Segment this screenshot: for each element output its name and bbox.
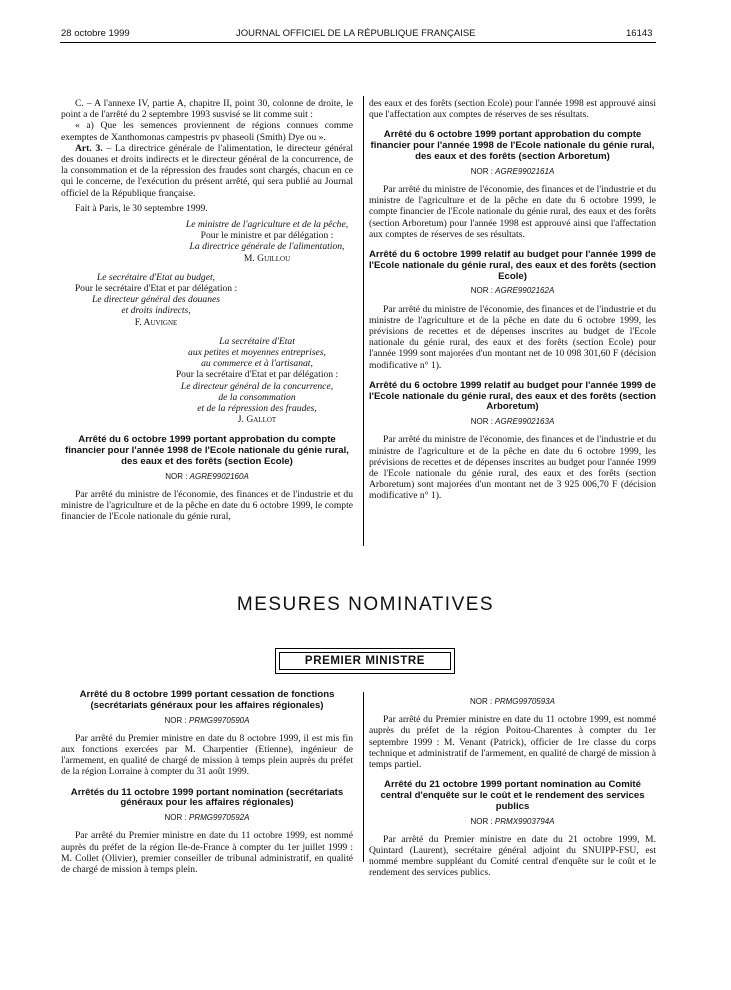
nor-reference: [61, 812, 353, 823]
signature-line: La secrétaire d'Etat: [219, 335, 295, 347]
section-heading: MESURES NOMINATIVES: [236, 594, 495, 615]
nor-reference: [369, 285, 656, 296]
signature-block: [161, 336, 353, 426]
paragraph: Par arrêté du ministre de l'économie, des finances et de l'industrie et du ministre de l'agriculture et de la pêche en date du 6 octobre 1999, les prévisions de recettes et de dépenses inscrites au budget pour l'année 1999 de l'Ecole nationale du génie rural, des eaux et des forêts (section Arboretum) sont majorées d'un montant net de 3 925 006,70 F (décision modificative n° 1).: [369, 434, 656, 502]
paragraph: Par arrêté du Premier ministre en date du 21 octobre 1999, M. Quintard (Laurent), secrétaire général adjoint du SNUIPP-FSU, est nommé membre suppléant du Comité central d'enquête sur le coût et le rendement des services publics.: [369, 833, 656, 879]
nor-code: AGRE9902163A: [495, 417, 555, 427]
nor-code: PRMG9970592A: [188, 813, 250, 823]
paragraph: Par arrêté du ministre de l'économie, des finances et de l'industrie et du ministre de l'agriculture et de la pêche en date du 6 octobre 1999, le compte financier de l'Ecole nationale du génie rural, des eaux et des forêts (section Arboretum) pour l'année 1998 est approuvé ainsi que l'affectation aux comptes de réserves de ses résultats.: [369, 184, 656, 240]
nor-label: NOR :: [470, 697, 495, 706]
article-label: Art. 3.: [75, 142, 103, 154]
nor-code: PRMG9970590A: [188, 715, 250, 725]
signature-line: Pour le ministre et par délégation :: [200, 230, 334, 242]
signature-block: [61, 272, 251, 328]
signature-line: Le directeur général de la concurrence,: [180, 380, 334, 392]
arrete-title: Arrêté du 6 octobre 1999 relatif au budget pour l'année 1999 de l'Ecole nationale du génie rural, des eaux et des forêts (section Arboretum): [369, 379, 656, 413]
signatory-name: J. Gallot: [237, 414, 277, 426]
nor-code: AGRE9902161A: [495, 166, 555, 176]
bottom-right-column: [369, 696, 656, 879]
fait-line: Fait à Paris, le 30 septembre 1999.: [75, 202, 208, 214]
nor-reference: [369, 816, 656, 827]
article-text: – La directrice générale de l'alimentation, le directeur général des douanes et droits indirects et le directeur général de la concurrence, de la consommation et de la répression des fraudes sont chargés, chacun en ce qui le concerne, de l'exécution du présent arrêté, qui sera publié au Journal officiel de la République française.: [61, 142, 354, 199]
paragraph: Par arrêté du Premier ministre en date du 11 octobre 1999, est nommé auprès du préfet de la région Ile-de-France à compter du 1er juillet 1999 : M. Collet (Olivier), premier conseiller de tribunal administratif, en qualité de chargé de mission à temps plein.: [61, 830, 353, 876]
signature-line: et de la répression des fraudes,: [197, 403, 317, 415]
signature-line: et droits indirects,: [121, 305, 191, 317]
arrete-title: Arrêté du 21 octobre 1999 portant nomination au Comité central d'enquête sur le coût et le rendement des services publics: [380, 779, 645, 812]
journal-title: JOURNAL OFFICIEL DE LA RÉPUBLIQUE FRANÇAISE: [236, 28, 476, 39]
nor-label: NOR :: [164, 813, 189, 823]
signature-line: Pour la secrétaire d'Etat et par délégation :: [175, 369, 339, 381]
nor-label: NOR :: [165, 471, 190, 481]
arrete-title: Arrêtés du 11 octobre 1999 portant nomination (secrétariats généraux pour les affaires régionales): [70, 786, 344, 809]
signature-line: Le ministre de l'agriculture et de la pêche,: [185, 219, 349, 231]
paragraph: Par arrêté du ministre de l'économie, des finances et de l'industrie et du ministre de l'agriculture et de la pêche en date du 6 octobre 1999, les prévisions de recettes et de dépenses inscrites au budget de l'Ecole nationale du génie rural, des eaux et des forêts (section Ecole) pour l'année 1999 sont majorées d'un montant net de 10 098 301,60 F (décision modificative n° 1).: [369, 303, 656, 371]
paragraph: Par arrêté du Premier ministre en date du 8 octobre 1999, il est mis fin aux fonctions exercées par M. Charpentier (Etienne), ingénieur de l'armement, en qualité de chargé de mission à temps plein auprès du préfet de la région Lorraine à compter du 31 août 1999.: [61, 732, 353, 778]
signature-line: Pour le secrétaire d'Etat et par délégation :: [74, 283, 238, 295]
header-rule: [60, 42, 656, 43]
signatory-name: M. Guillou: [243, 252, 291, 264]
paragraph: « a) Que les semences proviennent de régions connues comme exemptes de Xanthomonas campestris pv phaseoli (Smith) Dye ou ».: [61, 120, 353, 143]
nor-reference: [369, 416, 656, 427]
nor-code: PRMX9903794A: [494, 816, 555, 826]
nor-label: NOR :: [470, 417, 496, 427]
signature-line: Le directeur général des douanes: [91, 294, 221, 306]
signature-line: aux petites et moyennes entreprises,: [188, 347, 326, 359]
nor-label: NOR :: [164, 715, 189, 725]
nor-label: NOR :: [470, 166, 496, 176]
nor-reference: [369, 696, 656, 707]
nor-reference: [369, 166, 656, 177]
signature-line: La directrice générale de l'alimentation,: [189, 241, 345, 253]
top-left-column: [61, 98, 353, 523]
bottom-left-column: [61, 690, 353, 875]
arrete-title: Arrêté du 8 octobre 1999 portant cessation de fonctions (secrétariats généraux pour les affaires régionales): [79, 689, 335, 711]
page-number: 16143: [626, 28, 653, 39]
paragraph: des eaux et des forêts (section Ecole) pour l'année 1998 est approuvé ainsi que l'affectation aux comptes de réserves de ses résultats.: [369, 98, 656, 121]
column-separator: [363, 692, 364, 862]
top-right-column: [369, 98, 656, 502]
nor-label: NOR :: [470, 286, 496, 296]
paragraph: Par arrêté du ministre de l'économie, des finances et de l'industrie et du ministre de l'agriculture et de la pêche en date du 6 octobre 1999, le compte financier de l'Ecole nationale du génie rural,: [61, 489, 353, 523]
arrete-title: Arrêté du 6 octobre 1999 relatif au budget pour l'année 1999 de l'Ecole nationale du génie rural, des eaux et des forêts (section Ecole): [369, 249, 656, 282]
arrete-title: Arrêté du 6 octobre 1999 portant approbation du compte financier pour l'année 1998 de l'Ecole nationale du génie rural, des eaux et des forêts (section Arboretum): [370, 129, 655, 162]
nor-code: AGRE9902162A: [495, 286, 555, 296]
signature-block: [181, 219, 353, 264]
signature-line: au commerce et à l'artisanat,: [201, 358, 313, 370]
signature-line: Le secrétaire d'Etat au budget,: [96, 271, 216, 283]
nor-reference: [61, 471, 353, 482]
ministry-label: PREMIER MINISTRE: [279, 652, 451, 670]
article-3: [61, 143, 353, 199]
nor-code: PRMG9970593A: [494, 697, 555, 706]
header-date: 28 octobre 1999: [61, 28, 130, 39]
paragraph: C. – A l'annexe IV, partie A, chapitre II, point 30, colonne de droite, le point a de l'arrêté du 2 septembre 1993 susvisé se lit comme suit :: [61, 98, 353, 121]
column-separator: [363, 96, 364, 546]
ministry-box: [275, 648, 455, 674]
arrete-title: Arrêté du 6 octobre 1999 portant approbation du compte financier pour l'année 1998 de l'Ecole nationale du génie rural, des eaux et des forêts (section Ecole): [65, 434, 349, 468]
paragraph: Par arrêté du Premier ministre en date du 11 octobre 1999, est nommé auprès du préfet de la région Poitou-Charentes à compter du 1er septembre 1999 : M. Venant (Patrick), officier de 1re classe du corps technique et administratif de l'armement, en qualité de chargé de mission à temps partiel.: [369, 714, 656, 771]
nor-label: NOR :: [470, 816, 495, 826]
nor-reference: [61, 715, 353, 726]
signatory-name: F. Auvigne: [134, 316, 178, 328]
nor-code: AGRE9902160A: [189, 471, 249, 481]
signature-line: de la consommation: [218, 391, 296, 403]
